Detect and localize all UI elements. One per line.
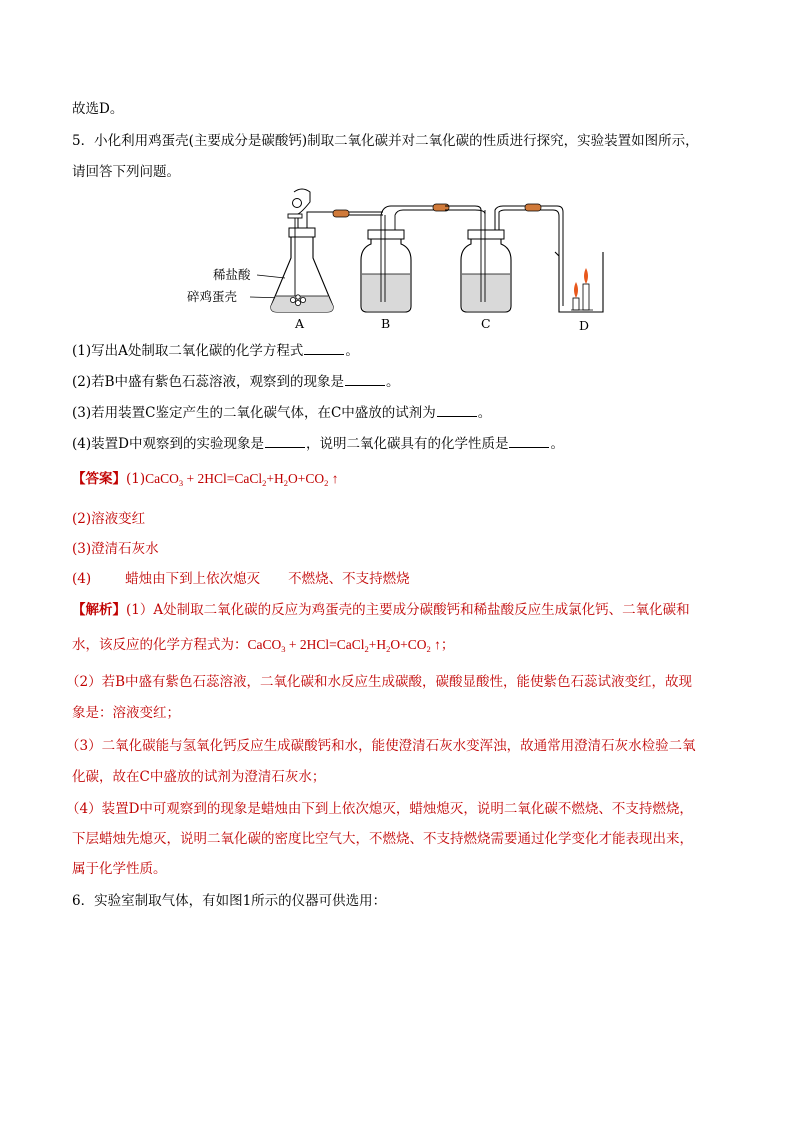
- previous-answer-conclusion: 故选D。: [72, 101, 124, 117]
- flame-lower: [574, 282, 578, 298]
- sub-question-2: [72, 373, 400, 391]
- answer-blank-2: [345, 373, 385, 386]
- flame-upper: [584, 268, 588, 284]
- sub3-end: 。: [477, 405, 492, 421]
- analysis-tag: 【解析】: [72, 602, 126, 618]
- sub1-end: 。: [345, 343, 359, 359]
- analysis-1-text: (1）A处制取二氧化碳的反应为鸡蛋壳的主要成分碳酸钙和稀盐酸反应生成氯化钙、二氧化碳和: [126, 602, 690, 618]
- answer4-number: (4): [72, 571, 92, 587]
- analysis-1-line2: [72, 636, 454, 658]
- label-c: C: [481, 316, 491, 331]
- label-b: B: [381, 316, 391, 331]
- rubber-connector-1: [333, 210, 349, 217]
- sub4-end: 。: [550, 436, 564, 452]
- question-5-stem: 5．小化利用鸡蛋壳(主要成分是碳酸钙)制取二氧化碳并对二氧化碳的性质进行探究，实验装置如图所示，: [72, 133, 699, 149]
- label-d: D: [579, 318, 590, 333]
- analysis-1-line1: [72, 601, 690, 619]
- flask-a: [271, 189, 335, 312]
- analysis-3-line1: （3）二氧化碳能与氢氧化钙反应生成碳酸钙和水，能使澄清石灰水变浑浊，故通常用澄清石灰水检验二氧: [66, 738, 696, 754]
- sub-question-4: [72, 435, 564, 453]
- answer-4: [72, 570, 410, 588]
- answer4-part-a: 蜡烛由下到上依次熄灭: [125, 571, 261, 587]
- answer-blank-4b: [509, 435, 549, 448]
- question-5-stem-cont: 请回答下列问题。: [72, 164, 180, 180]
- analysis-1-suffix: ；: [440, 637, 455, 653]
- analysis-4-line2: 下层蜡烛先熄灭，说明二氧化碳的密度比空气大，不燃烧、不支持燃烧需要通过化学变化才能表现出来，: [72, 831, 693, 847]
- label-dilute-hcl: 稀盐酸: [213, 267, 251, 282]
- label-a: A: [295, 316, 305, 331]
- answer1-equation: CaCO$_3$ + $2HCl=CaCl_2+H_2O+CO_2$ ↑: [145, 471, 339, 488]
- answer-1: [72, 470, 338, 492]
- analysis-2-line2: 象是：溶液变红；: [72, 705, 180, 721]
- analysis-4-line3: 属于化学性质。: [72, 861, 167, 877]
- bottle-c: [445, 206, 557, 312]
- sub4-text: (4)装置D中观察到的实验现象是: [72, 436, 264, 452]
- bottle-b: [361, 206, 445, 312]
- answer-blank-1: [304, 342, 344, 355]
- answer-2: (2)溶液变红: [72, 511, 146, 527]
- sub2-text: (2)若B中盛有紫色石蕊溶液，观察到的现象是: [72, 374, 345, 390]
- question-6-stem: 6．实验室制取气体，有如图1所示的仪器可供选用：: [72, 893, 387, 909]
- leader-line-acid: [257, 275, 285, 278]
- sub2-end: 。: [386, 374, 400, 390]
- label-eggshell: 碎鸡蛋壳: [187, 289, 238, 304]
- apparatus-diagram: [185, 188, 615, 336]
- sub-question-3: [72, 404, 491, 422]
- answer-blank-4a: [265, 435, 305, 448]
- sub3-text: (3)若用装置C鉴定产生的二氧化碳气体，在C中盛放的试剂为: [72, 405, 436, 421]
- analysis-3-line2: 化碳，故在C中盛放的试剂为澄清石灰水；: [72, 769, 326, 785]
- answer-3: (3)澄清石灰水: [72, 541, 159, 557]
- analysis-1-prefix: 水，该反应的化学方程式为：: [72, 637, 248, 653]
- sub1-text: (1)写出A处制取二氧化碳的化学方程式: [72, 343, 304, 359]
- rubber-connector-3: [525, 204, 541, 211]
- answer-blank-3: [437, 404, 477, 417]
- beaker-d: [555, 252, 603, 312]
- answer1-number: (1): [126, 471, 146, 487]
- analysis-2-line1: （2）若B中盛有紫色石蕊溶液，二氧化碳和水反应生成碳酸，碳酸显酸性，能使紫色石蕊试液变红，故现: [66, 674, 693, 690]
- sub-question-1: [72, 342, 359, 360]
- analysis-4-line1: （4）装置D中可观察到的现象是蜡烛由下到上依次熄灭，蜡烛熄灭，说明二氧化碳不燃烧、不支持燃烧，: [66, 801, 693, 817]
- answer4-part-b: 不燃烧、不支持燃烧: [288, 571, 410, 587]
- analysis-equation: CaCO$_3$ + $2HCl=CaCl_2+H_2O+CO_2$ ↑: [247, 637, 441, 654]
- sub4-mid: ，说明二氧化碳具有的化学性质是: [305, 436, 509, 452]
- answer-tag: 【答案】: [72, 471, 126, 487]
